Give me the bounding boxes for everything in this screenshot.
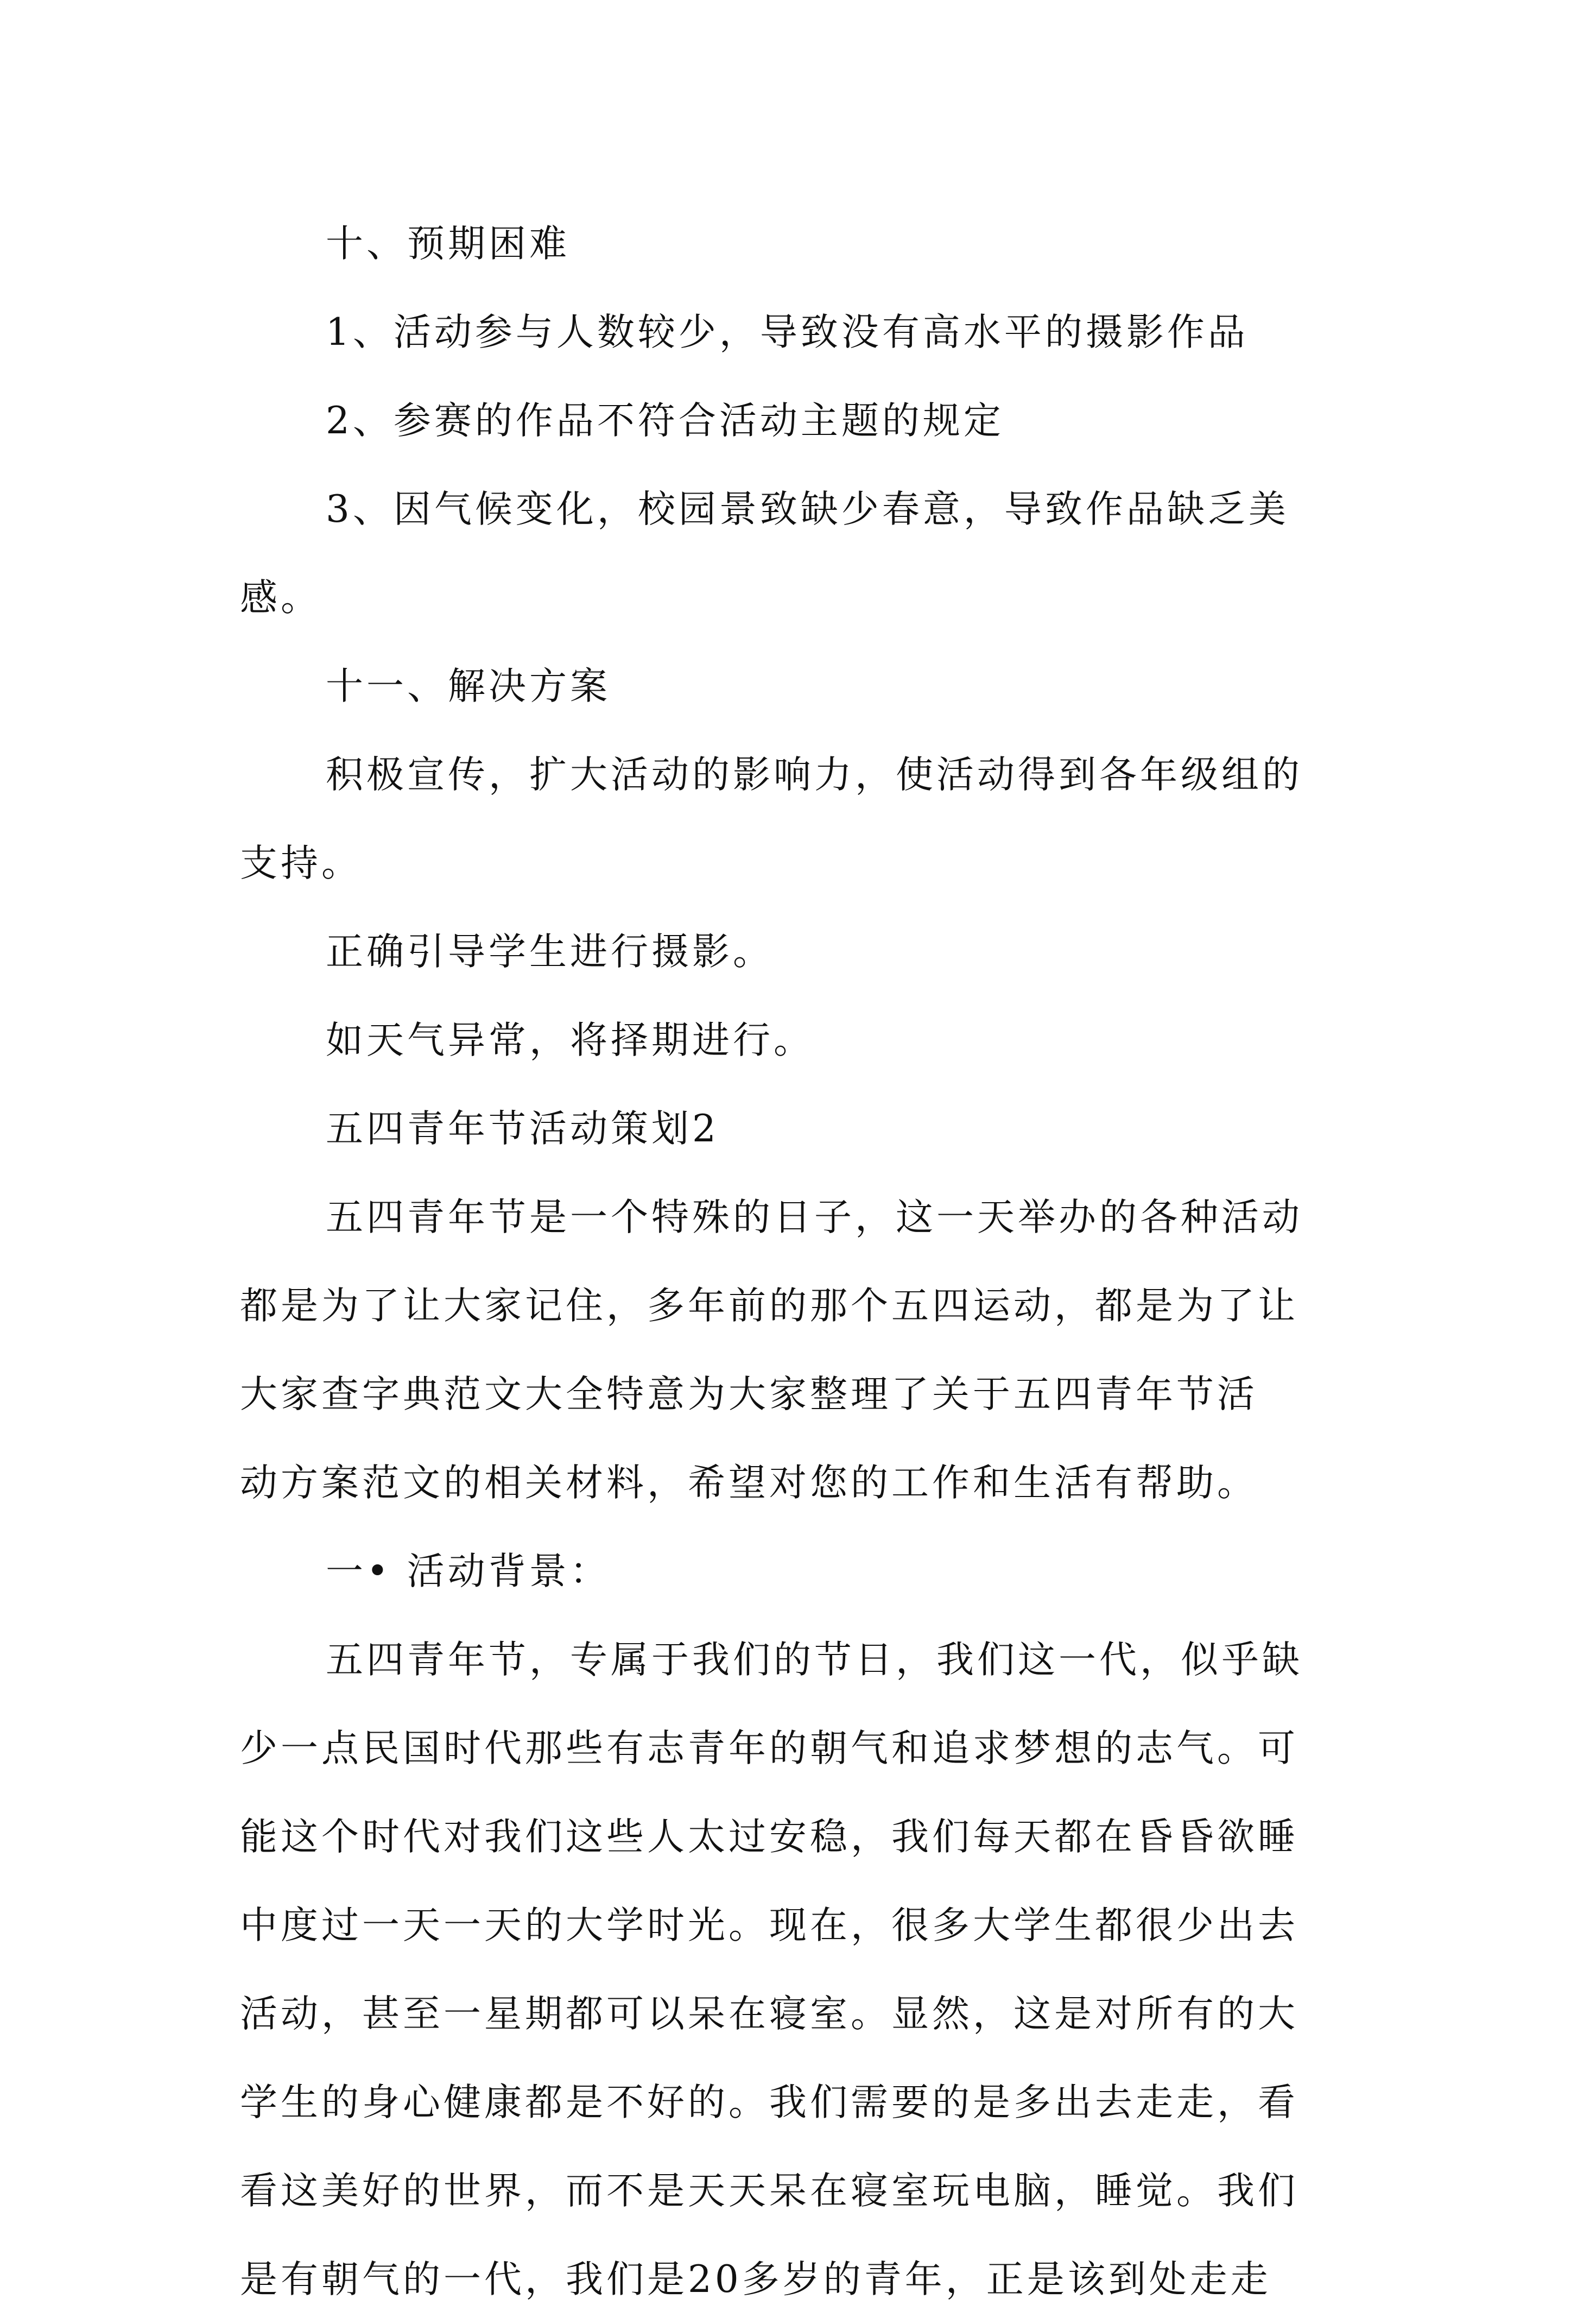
section-heading-expected-difficulties: 十、预期困难 — [326, 222, 570, 266]
paragraph-line: 积极宣传，扩大活动的影响力，使活动得到各年级组的 — [326, 753, 1303, 797]
section-heading-solutions: 十一、解决方案 — [326, 665, 611, 708]
paragraph-line: 中度过一天一天的大学时光。现在，很多大学生都很少出去 — [240, 1904, 1298, 1947]
paragraph-line: 活动，甚至一星期都可以呆在寝室。显然，这是对所有的大 — [240, 1992, 1298, 2036]
paragraph-line: 支持。 — [240, 842, 362, 885]
document-body — [240, 200, 1342, 2324]
section-heading-background: 一• 活动背景： — [326, 1550, 611, 1593]
paragraph-line: 动方案范文的相关材料，希望对您的工作和生活有帮助。 — [240, 1461, 1258, 1505]
paragraph-line: 能这个时代对我们这些人太过安稳，我们每天都在昏昏欲睡 — [240, 1815, 1298, 1859]
paragraph-line: 都是为了让大家记住，多年前的那个五四运动，都是为了让 — [240, 1284, 1298, 1328]
paragraph-line: 看这美好的世界，而不是天天呆在寝室玩电脑，睡觉。我们 — [240, 2169, 1298, 2213]
paragraph-line: 1、活动参与人数较少，导致没有高水平的摄影作品 — [326, 311, 1249, 354]
paragraph-line: 是有朝气的一代，我们是20多岁的青年，正是该到处走走 — [240, 2258, 1271, 2301]
paragraph-line: 五四青年节，专属于我们的节日，我们这一代，似乎缺 — [326, 1638, 1303, 1682]
paragraph-line: 2、参赛的作品不符合活动主题的规定 — [326, 399, 1004, 443]
paragraph-line: 学生的身心健康都是不好的。我们需要的是多出去走走，看 — [240, 2081, 1298, 2124]
paragraph-line: 3、因气候变化，校园景致缺少春意，导致作品缺乏美 — [326, 488, 1289, 531]
paragraph-line: 大家查字典范文大全特意为大家整理了关于五四青年节活 — [240, 1373, 1258, 1416]
paragraph-line: 少一点民国时代那些有志青年的朝气和追求梦想的志气。可 — [240, 1727, 1298, 1770]
paragraph-line: 如天气异常，将择期进行。 — [326, 1019, 814, 1062]
paragraph-line: 正确引导学生进行摄影。 — [326, 930, 774, 974]
paragraph-line: 五四青年节是一个特殊的日子，这一天举办的各种活动 — [326, 1196, 1303, 1239]
paragraph-line: 感。 — [240, 576, 321, 620]
document-subtitle: 五四青年节活动策划2 — [326, 1107, 719, 1151]
